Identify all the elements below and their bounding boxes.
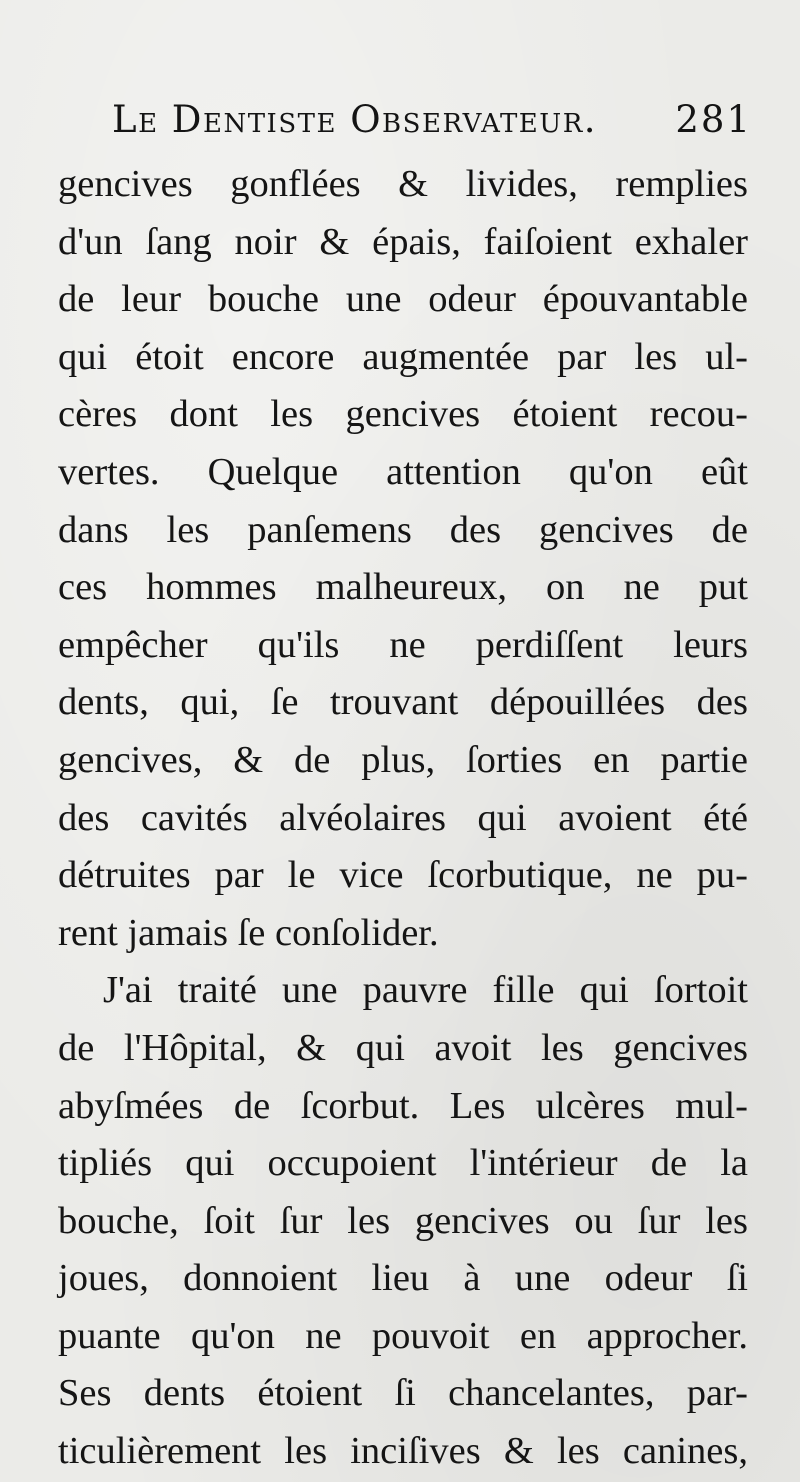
text-line: des cavités alvéolaires qui avoient été bbox=[58, 796, 748, 839]
text-line: puante qu'on ne pouvoit en approcher. bbox=[58, 1314, 748, 1357]
running-head bbox=[112, 92, 752, 152]
text-line: empêcher qu'ils ne perdiſſent leurs bbox=[58, 623, 748, 666]
text-line: de l'Hôpital, & qui avoit les gencives bbox=[58, 1026, 748, 1069]
text-line: de leur bouche une odeur épouvantable bbox=[58, 278, 748, 321]
text-line: détruites par le vice ſcorbutique, ne pu- bbox=[58, 854, 748, 897]
paragraph-2 bbox=[58, 962, 748, 1480]
text-line: dans les panſemens des gencives de bbox=[58, 508, 748, 551]
text-line: bouche, ſoit ſur les gencives ou ſur les bbox=[58, 1199, 748, 1242]
text-line: d'un ſang noir & épais, faiſoient exhaler bbox=[58, 220, 748, 263]
text-line: J'ai traité une pauvre fille qui ſortoit bbox=[103, 969, 748, 1012]
text-line: abyſmées de ſcorbut. Les ulcères mul- bbox=[58, 1084, 748, 1127]
text-line: vertes. Quelque attention qu'on eût bbox=[58, 450, 748, 493]
running-title: Le Dentiste Observateur. bbox=[112, 98, 598, 141]
text-line: ticulièrement les inciſives & les canines, bbox=[58, 1430, 748, 1473]
text-line: joues, donnoient lieu à une odeur ſi bbox=[58, 1257, 748, 1300]
text-line: rent jamais ſe conſolider. bbox=[58, 911, 439, 954]
page-number: 281 bbox=[675, 98, 752, 141]
paragraph-1 bbox=[58, 156, 748, 962]
text-line: tipliés qui occupoient l'intérieur de la bbox=[58, 1142, 748, 1185]
text-line: dents, qui, ſe trouvant dépouillées des bbox=[58, 681, 748, 724]
text-line: gencives, & de plus, ſorties en partie bbox=[58, 738, 748, 781]
text-line: gencives gonflées & livides, remplies bbox=[58, 163, 748, 205]
text-line: ces hommes malheureux, on ne put bbox=[58, 566, 748, 609]
text-line: qui étoit encore augmentée par les ul- bbox=[58, 335, 748, 378]
text-line: Ses dents étoient ſi chancelantes, par- bbox=[58, 1372, 748, 1415]
text-line: cères dont les gencives étoient recou- bbox=[58, 393, 748, 436]
body-text bbox=[58, 156, 748, 1481]
